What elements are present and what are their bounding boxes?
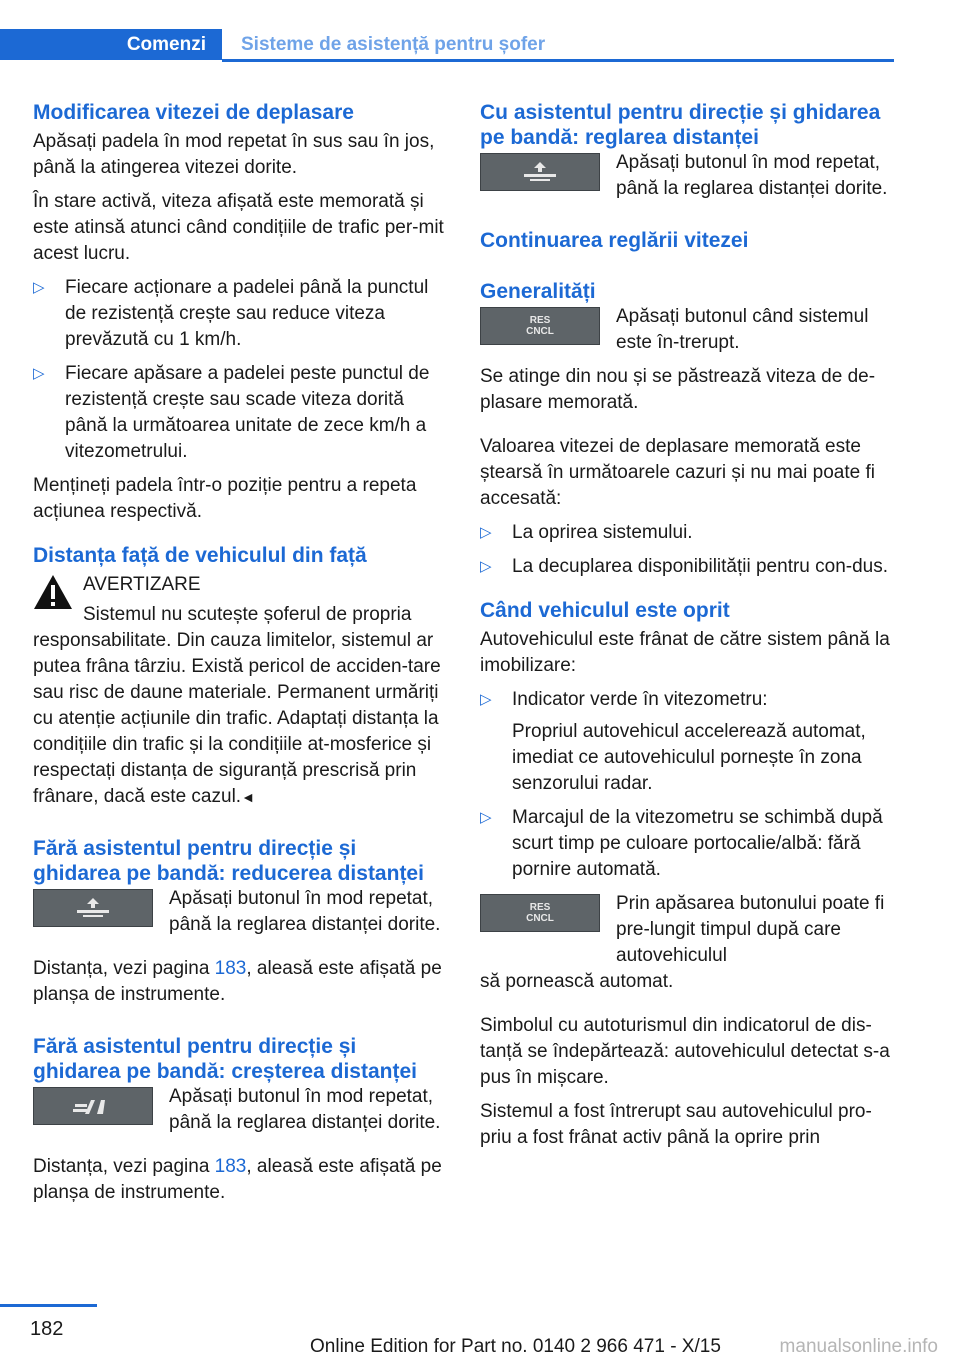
section-title-decrease-distance: Fără asistentul pentru direcție și ghidarea pe bandă: reducerea distanței [33,837,424,885]
watermark: manualsonline.info [779,1336,938,1357]
distance-decrease-button-icon [33,889,153,927]
instruction-text: Apăsați butonul când sistemul este în‐trerupt. [616,306,869,353]
list-item [480,805,896,883]
icon-label: CNCL [526,913,554,924]
list-item-text: La oprirea sistemului. [512,522,693,543]
ref-text: , aleasă este afișată pe planșa de instrumente. [33,1156,442,1203]
list-item-text: Marcajul de la vitezometru se schimbă după scurt timp pe culoare portocalie/albă: fără pornire automată. [512,807,883,880]
section-title-resume-speed: Continuarea reglării vitezei [480,229,749,252]
warning-label: AVERTIZARE [83,574,201,595]
button-instruction [33,1084,449,1136]
button-instruction [480,150,896,202]
instruction-text: Apăsați butonul în mod repetat, până la reglarea distanței dorite. [169,1086,441,1133]
bullet-triangle-icon: ▷ [33,279,45,296]
list-item [480,520,896,546]
list-item-text: Indicator verde în vitezometru: [512,689,768,710]
page-number: 182 [30,1318,64,1340]
paragraph: În stare activă, viteza afișată este memorată și este atinsă atunci când condițiile de trafic per‐mit acest lucru. [33,191,444,264]
bullet-triangle-icon: ▷ [480,524,492,541]
page-link[interactable]: 183 [214,1156,247,1177]
paragraph: Autovehiculul este frânat de către sistem până la imobilizare: [480,629,890,676]
section-title-adjust-distance: Cu asistentul pentru direcție și ghidarea pe bandă: reglarea distanței [480,101,881,149]
section-title-general: Generalități [480,280,596,303]
list-item-subtext: Propriul autovehicul accelerează automat, imediat ce autovehiculul pornește în zona senzorului radar. [512,721,866,794]
res-cncl-button-icon [480,307,600,345]
warning-text-rest: responsabilitate. Din cauza limitelor, sistemul ar putea frâna târziu. Există pericol de acciden‐tare sau risc de daune materiale. Permanent urmăriți cu atenție acțiunile din trafic. Adaptați distanța la condițiile din trafic și la condițiile at‐mosferice și respectați distanța de siguranță prescrisă prin frânare, dacă este cazul. [33,630,441,807]
instruction-text: Apăsați butonul în mod repetat, până la reglarea distanței dorite. [616,152,888,199]
section-title-vehicle-stopped: Când vehiculul este oprit [480,599,730,622]
end-marker: ◄ [241,789,255,805]
list-item [480,687,896,797]
button-instruction [33,886,449,938]
breadcrumb[interactable]: Sisteme de asistență pentru șofer [241,34,546,55]
page-header [0,0,960,60]
page-reference [33,1154,449,1206]
list-item-text: La decuplarea disponibilității pentru con‐dus. [512,556,889,577]
ref-text: Distanța, vezi pagina [33,1156,215,1177]
paragraph: Valoarea vitezei de deplasare memorată este ștearsă în următoarele cazuri și nu mai poate fi accesată: [480,436,875,509]
bullet-triangle-icon: ▷ [480,691,492,708]
bullet-triangle-icon: ▷ [480,809,492,826]
icon-label: CNCL [526,326,554,337]
warning-block [33,572,449,628]
right-column [480,100,896,1159]
bullet-triangle-icon: ▷ [33,365,45,382]
res-cncl-button-icon [480,894,600,932]
section-title-distance: Distanța față de vehiculul din față [33,544,367,567]
list-item [480,554,896,580]
header-divider [222,59,894,62]
instruction-text: Apăsați butonul în mod repetat, până la reglarea distanței dorite. [169,888,441,935]
ref-text: , aleasă este afișată pe planșa de instrumente. [33,958,442,1005]
list-item [33,361,449,465]
warning-triangle-icon [33,574,73,610]
paragraph: Simbolul cu autoturismul din indicatorul de dis‐tanță se îndepărtează: autovehiculul detectat s-a pus în mișcare. [480,1015,890,1088]
warning-text-first: Sistemul nu scutește șoferul de propria [83,604,412,625]
footer-divider [0,1304,97,1307]
bullet-triangle-icon: ▷ [480,558,492,575]
icon-label: RES [529,315,551,326]
section-title-speed-change: Modificarea vitezei de deplasare [33,101,354,124]
instruction-continued: să pornească automat. [480,971,674,992]
list-item-text: Fiecare apăsare a padelei peste punctul de rezistență crește sau scade viteza dorită până la următoarea unitate de zece km/h a vitezometrului. [65,363,430,462]
icon-label: RES [529,902,551,913]
list-item-text: Fiecare acționare a padelei până la punctul de rezistență crește sau reduce viteza prevăzută cu 1 km/h. [65,277,429,350]
paragraph: Apăsați padela în mod repetat în sus sau în jos, până la atingerea vitezei dorite. [33,131,435,178]
button-instruction [480,304,896,356]
section-tab[interactable]: Comenzi [0,29,222,60]
page-reference [33,956,449,1008]
button-instruction [480,891,896,969]
left-column [33,100,449,1214]
list-item [33,275,449,353]
paragraph: Se atinge din nou și se păstrează viteza de de‐plasare memorată. [480,366,876,413]
distance-increase-button-icon [33,1087,153,1125]
page-link[interactable]: 183 [214,958,247,979]
edition-text: Online Edition for Part no. 0140 2 966 471 - X/15 [310,1336,721,1357]
distance-adjust-button-icon [480,153,600,191]
paragraph: Sistemul a fost întrerupt sau autovehiculul pro‐priu a fost frânat activ până la oprire prin [480,1101,872,1148]
instruction-text: Prin apăsarea butonului poate fi pre‐lungit timpul după care autovehiculul [616,893,885,966]
ref-text: Distanța, vezi pagina [33,958,215,979]
warning-text [33,628,449,810]
section-title-increase-distance: Fără asistentul pentru direcție și ghidarea pe bandă: creșterea distanței [33,1035,417,1083]
paragraph: Mențineți padela într-o poziție pentru a repeta acțiunea respectivă. [33,475,417,522]
